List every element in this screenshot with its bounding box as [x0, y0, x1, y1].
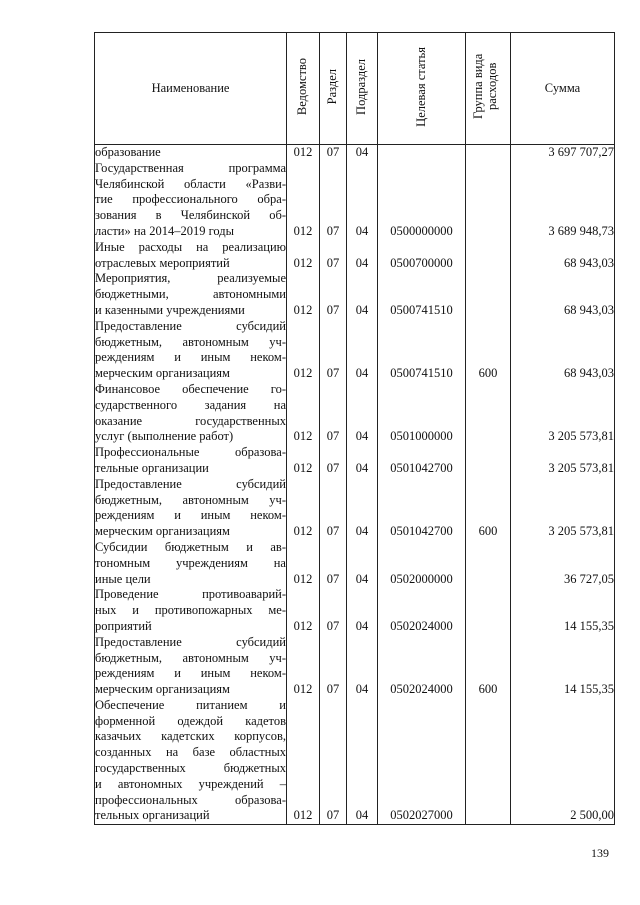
row-amount: 2 500,00 [511, 698, 615, 825]
header-subsection [347, 33, 378, 145]
row-name-line: бюджетным, автономным уч- [95, 492, 286, 507]
row-name-line: реждениям и иным неком- [95, 508, 286, 523]
row-name [95, 477, 287, 540]
row-subsection: 04 [347, 271, 378, 318]
row-name-line: тельные организации [95, 460, 209, 475]
header-department [287, 33, 320, 145]
row-amount: 36 727,05 [511, 540, 615, 587]
row-name [95, 540, 287, 587]
row-expense-group [466, 161, 511, 240]
row-target-article: 0502000000 [378, 540, 466, 587]
row-name-line: ласти» на 2014–2019 годы [95, 223, 235, 238]
row-section: 07 [320, 445, 347, 477]
row-expense-group: 600 [466, 319, 511, 382]
row-subsection: 04 [347, 161, 378, 240]
header-name-label: Наименование [151, 81, 230, 95]
row-target-article: 0500000000 [378, 161, 466, 240]
row-subsection: 04 [347, 540, 378, 587]
table-row [95, 271, 615, 318]
row-section: 07 [320, 240, 347, 272]
row-section: 07 [320, 477, 347, 540]
row-name [95, 698, 287, 825]
row-name-line: Субсидии бюджетным и ав- [95, 539, 286, 554]
row-expense-group [466, 271, 511, 318]
row-target-article: 0501042700 [378, 477, 466, 540]
header-section-label: Раздел [325, 68, 340, 105]
row-name [95, 587, 287, 634]
row-name-line: Челябинской области «Разви- [95, 176, 286, 191]
row-name-line: профессиональных образова- [95, 792, 286, 807]
row-amount: 3 689 948,73 [511, 161, 615, 240]
row-name-line: Иные расходы на реализацию [95, 239, 286, 254]
row-section: 07 [320, 319, 347, 382]
row-amount: 14 155,35 [511, 587, 615, 634]
row-name-line: зования в Челябинской об- [95, 208, 286, 223]
row-department: 012 [287, 319, 320, 382]
row-name-line: Государственная программа [95, 160, 286, 175]
row-name-line: тельных организаций [95, 808, 210, 823]
row-subsection: 04 [347, 698, 378, 825]
row-expense-group [466, 445, 511, 477]
row-name [95, 319, 287, 382]
row-expense-group [466, 698, 511, 825]
row-target-article: 0501042700 [378, 445, 466, 477]
row-name-line: образование [95, 145, 161, 159]
row-name-line: Профессиональные образова- [95, 445, 286, 460]
row-name-line: и казенными учреждениями [95, 302, 245, 317]
table-row [95, 445, 615, 477]
row-name-line: мерческим организациям [95, 524, 230, 539]
page-number: 139 [591, 846, 609, 860]
row-subsection: 04 [347, 382, 378, 445]
row-name-line: казачьих кадетских корпусов, [95, 729, 286, 744]
row-name-line: тономным учреждениям на [95, 555, 286, 570]
row-name-line: мерческим организациям [95, 366, 230, 381]
row-section: 07 [320, 587, 347, 634]
row-amount: 3 205 573,81 [511, 382, 615, 445]
row-section: 07 [320, 635, 347, 698]
row-department: 012 [287, 477, 320, 540]
header-expense-group [466, 33, 511, 145]
row-target-article: 0502024000 [378, 587, 466, 634]
row-name [95, 445, 287, 477]
row-name [95, 161, 287, 240]
row-name [95, 382, 287, 445]
row-amount: 3 697 707,27 [511, 145, 615, 161]
row-name-line: услуг (выполнение работ) [95, 429, 234, 444]
row-department: 012 [287, 445, 320, 477]
row-name-line: Обеспечение питанием и [95, 697, 286, 712]
row-name-line: Финансовое обеспечение го- [95, 381, 286, 396]
row-amount: 68 943,03 [511, 319, 615, 382]
table-header-row [95, 33, 615, 145]
row-department: 012 [287, 382, 320, 445]
row-subsection: 04 [347, 240, 378, 272]
row-target-article: 0502024000 [378, 635, 466, 698]
row-name-line: государственных бюджетных [95, 761, 286, 776]
row-target-article: 0502027000 [378, 698, 466, 825]
row-name-line: отраслевых мероприятий [95, 255, 230, 270]
row-expense-group [466, 382, 511, 445]
row-name-line: реждениям и иным неком- [95, 350, 286, 365]
row-target-article: 0500741510 [378, 319, 466, 382]
row-name-line: Предоставление субсидий [95, 634, 286, 649]
row-name-line: ных и противопожарных ме- [95, 603, 286, 618]
table-row [95, 382, 615, 445]
row-name-line: Проведение противоаварий- [95, 587, 286, 602]
row-amount: 14 155,35 [511, 635, 615, 698]
table-row [95, 587, 615, 634]
row-department: 012 [287, 271, 320, 318]
row-name-line: мерческим организациям [95, 682, 230, 697]
row-name-line: Предоставление субсидий [95, 318, 286, 333]
row-target-article [378, 145, 466, 161]
row-section: 07 [320, 271, 347, 318]
row-department: 012 [287, 540, 320, 587]
row-name-line: Предоставление субсидий [95, 476, 286, 491]
table-row [95, 635, 615, 698]
row-name-line: бюджетным, автономным уч- [95, 334, 286, 349]
row-name-line: Мероприятия, реализуемые [95, 271, 286, 286]
row-name-line: бюджетным, автономным уч- [95, 650, 286, 665]
row-subsection: 04 [347, 145, 378, 161]
row-section: 07 [320, 698, 347, 825]
row-amount: 68 943,03 [511, 271, 615, 318]
table-row [95, 540, 615, 587]
row-department: 012 [287, 145, 320, 161]
table-row [95, 319, 615, 382]
row-name-line: форменной одеждой кадетов [95, 713, 286, 728]
row-name [95, 635, 287, 698]
header-subsection-label: Подраздел [354, 58, 369, 115]
row-name-line: оказание государственных [95, 413, 286, 428]
header-target-article-label: Целевая статья [413, 46, 428, 127]
row-expense-group: 600 [466, 477, 511, 540]
table-row [95, 698, 615, 825]
row-section: 07 [320, 382, 347, 445]
row-amount: 68 943,03 [511, 240, 615, 272]
row-name-line: реждениям и иным неком- [95, 666, 286, 681]
row-name [95, 240, 287, 272]
header-amount-label: Сумма [544, 81, 581, 95]
header-expense-group-label: Группа вида расходов [471, 53, 499, 120]
row-subsection: 04 [347, 445, 378, 477]
row-name-line: и автономных учреждений – [95, 776, 286, 791]
row-target-article: 0500741510 [378, 271, 466, 318]
header-target-article [378, 33, 466, 145]
table-row [95, 161, 615, 240]
header-amount [511, 33, 615, 145]
row-subsection: 04 [347, 477, 378, 540]
row-expense-group [466, 145, 511, 161]
row-section: 07 [320, 161, 347, 240]
row-target-article: 0501000000 [378, 382, 466, 445]
row-subsection: 04 [347, 587, 378, 634]
row-department: 012 [287, 240, 320, 272]
row-amount: 3 205 573,81 [511, 445, 615, 477]
row-amount: 3 205 573,81 [511, 477, 615, 540]
row-name-line: бюджетными, автономными [95, 287, 286, 302]
row-name [95, 145, 287, 161]
row-section: 07 [320, 145, 347, 161]
row-name-line: роприятий [95, 618, 152, 633]
row-name [95, 271, 287, 318]
row-expense-group: 600 [466, 635, 511, 698]
table-body [95, 145, 615, 825]
row-name-line: иные цели [95, 571, 151, 586]
row-expense-group [466, 240, 511, 272]
row-department: 012 [287, 587, 320, 634]
table-row [95, 240, 615, 272]
row-name-line: сударственного задания на [95, 397, 286, 412]
row-department: 012 [287, 635, 320, 698]
table-row [95, 477, 615, 540]
row-department: 012 [287, 698, 320, 825]
row-expense-group [466, 540, 511, 587]
row-name-line: тие профессионального обра- [95, 192, 286, 207]
row-subsection: 04 [347, 319, 378, 382]
budget-table [94, 32, 615, 825]
row-name-line: созданных на базе областных [95, 745, 286, 760]
header-section [320, 33, 347, 145]
row-section: 07 [320, 540, 347, 587]
table-row [95, 145, 615, 161]
row-department: 012 [287, 161, 320, 240]
row-expense-group [466, 587, 511, 634]
header-name [95, 33, 287, 145]
row-subsection: 04 [347, 635, 378, 698]
row-target-article: 0500700000 [378, 240, 466, 272]
header-department-label: Ведомство [295, 57, 310, 116]
